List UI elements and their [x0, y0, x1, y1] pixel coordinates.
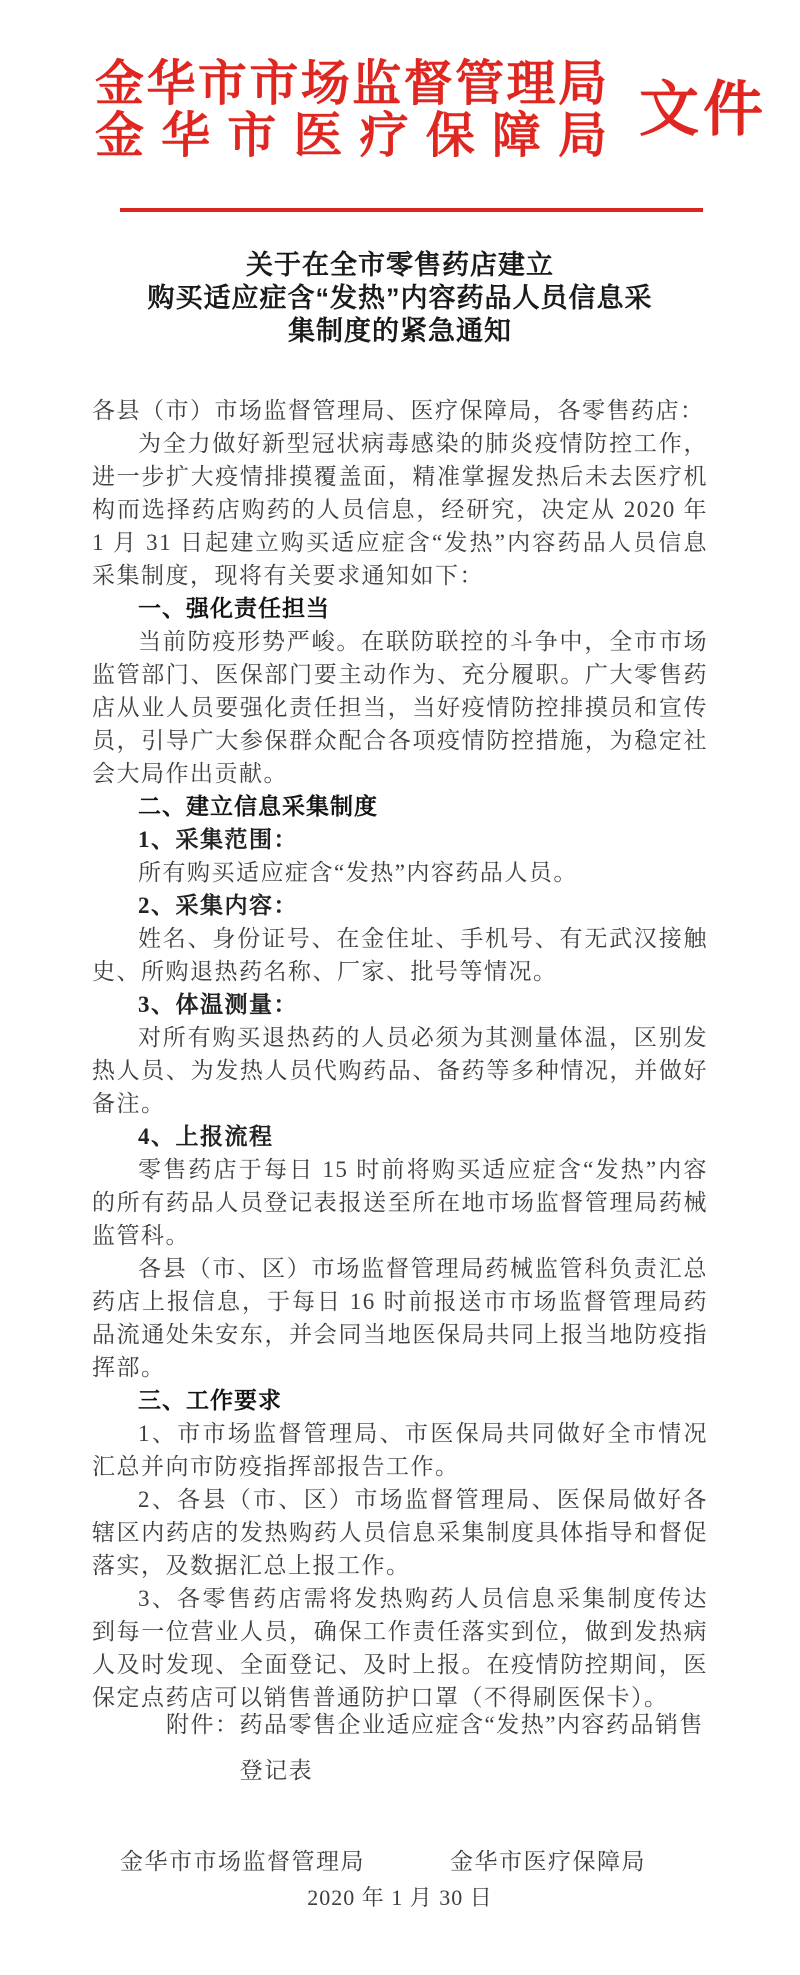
paragraph: 对所有购买退热药的人员必须为其测量体温，区别发热人员、为发热人员代购药品、备药等多种情况，并做好备注。 [92, 1025, 708, 1116]
agency-name-line-2: 金华市医疗保障局 [95, 108, 607, 163]
paragraph: 零售药店于每日 15 时前将购买适应症含“发热”内容的所有药品人员登记表报送至所在地市场监督管理局药械监管科。 [92, 1157, 708, 1248]
title-line-2: 购买适应症含“发热”内容药品人员信息采 [147, 283, 653, 313]
attachment-text: 药品零售企业适应症含“发热”内容药品销售登记表 [239, 1712, 704, 1783]
paragraph: 3、各零售药店需将发热购药人员信息采集制度传达到每一位营业人员，确保工作责任落实到位，做到发热病人及时发现、全面登记、及时上报。在疫情防控期间，医保定点药店可以销售普通防护口罩（不得刷医保卡）。 [92, 1586, 708, 1710]
section-heading: 二、建立信息采集制度 [138, 793, 378, 819]
signature-left: 金华市市场监督管理局 [120, 1849, 365, 1874]
document-date: 2020 年 1 月 30 日 [307, 1885, 493, 1910]
document-title [0, 249, 800, 348]
salutation-line: 各县（市）市场监督管理局、医疗保障局，各零售药店： [92, 398, 705, 423]
red-divider-line [120, 208, 703, 212]
paragraph: 为全力做好新型冠状病毒感染的肺炎疫情防控工作，进一步扩大疫情排摸覆盖面，精准掌握发热后未去医疗机构而选择药店购药的人员信息，经研究，决定从 2020 年 1 月 31 日起建立购买适应症含“发热”内容药品人员信息采集制度，现将有关要求通知如下： [92, 431, 708, 588]
attachment-label: 附件： [166, 1712, 240, 1737]
signature-right: 金华市医疗保障局 [450, 1849, 646, 1874]
signature-row [92, 1843, 708, 1876]
agency-name-line-1: 金华市市场监督管理局 [95, 56, 607, 111]
paragraph: 1、市市场监督管理局、市医保局共同做好全市情况汇总并向市防疫指挥部报告工作。 [92, 1421, 708, 1479]
sub-heading: 3、体温测量： [138, 992, 298, 1017]
paragraph: 姓名、身份证号、在金住址、手机号、有无武汉接触史、所购退热药名称、厂家、批号等情况。 [92, 926, 708, 984]
sub-heading: 1、采集范围： [138, 827, 298, 852]
agency-name-block [95, 58, 607, 162]
document-body [92, 394, 708, 1714]
section-heading: 一、强化责任担当 [138, 595, 330, 621]
title-line-1: 关于在全市零售药店建立 [246, 250, 554, 280]
sub-heading: 4、上报流程 [138, 1124, 274, 1149]
paragraph: 2、各县（市、区）市场监督管理局、医保局做好各辖区内药店的发热购药人员信息采集制度具体指导和督促落实，及数据汇总上报工作。 [92, 1487, 708, 1578]
paragraph: 当前防疫形势严峻。在联防联控的斗争中，全市市场监管部门、医保部门要主动作为、充分履职。广大零售药店从业人员要强化责任担当，当好疫情防控排摸员和宣传员，引导广大参保群众配合各项疫情防控措施，为稳定社会大局作出贡献。 [92, 629, 708, 786]
sub-heading: 2、采集内容： [138, 893, 298, 918]
paragraph: 各县（市、区）市场监督管理局药械监管科负责汇总药店上报信息，于每日 16 时前报送市市场监督管理局药品流通处朱安东，并会同当地医保局共同上报当地防疫指挥部。 [92, 1256, 708, 1380]
red-letterhead [95, 58, 767, 162]
title-line-3: 集制度的紧急通知 [288, 316, 512, 346]
paragraph: 所有购买适应症含“发热”内容药品人员。 [138, 860, 578, 885]
document-type-label: 文件 [639, 77, 767, 143]
section-heading: 三、工作要求 [138, 1387, 282, 1413]
attachment-note [166, 1702, 704, 1794]
